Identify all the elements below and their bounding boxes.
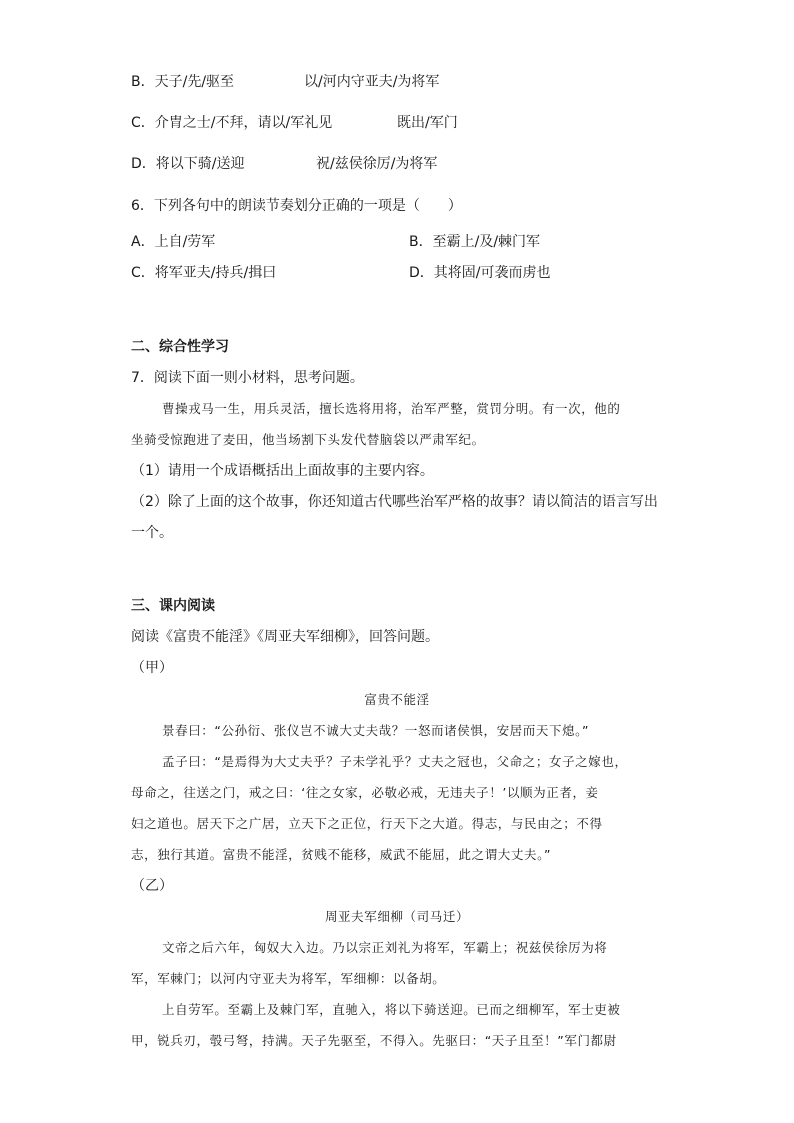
q5-option-b-right: 以/河内守亚夫/为将军 — [304, 74, 440, 90]
section-2-title: 二、综合性学习 — [131, 339, 229, 355]
passage-jia-para-2-line-4: 志，独行其道。富贵不能淫，贫贱不能移，威武不能屈，此之谓大丈夫。” — [131, 847, 552, 862]
q5-option-c-left: C．介胄之士/不拜，请以/军礼见 — [131, 115, 333, 131]
section-3-title: 三、课内阅读 — [131, 598, 215, 614]
q7-material-line-1: 曹操戎马一生，用兵灵活，擅长选将用将，治军严整，赏罚分明。有一次，他的 — [162, 401, 621, 416]
q6-option-c: C．将军亚夫/持兵/揖曰 — [131, 265, 277, 281]
q6-option-d: D．其将固/可袭而虏也 — [409, 265, 551, 281]
q5-option-d-left: D．将以下骑/送迎 — [131, 156, 245, 172]
passage-yi-para-1-line-2: 军，军棘门；以河内守亚夫为将军，军细柳：以备胡。 — [131, 971, 446, 986]
passage-yi-label: （乙） — [131, 878, 173, 894]
q7-sub-question-2-line-1: （2）除了上面的这个故事，你还知道古代哪些治军严格的故事？请以简洁的语言写出 — [131, 494, 658, 510]
passage-yi-para-1-line-1: 文帝之后六年，匈奴大入边。乃以宗正刘礼为将军，军霸上；祝兹侯徐厉为将 — [162, 940, 608, 955]
q5-option-c-right: 既出/军门 — [397, 115, 458, 131]
q5-option-b-left: B．天子/先/驱至 — [131, 74, 235, 90]
passage-jia-label: （甲） — [131, 660, 173, 676]
passage-jia-para-2-line-2: 母命之，往送之门，戒之曰：‘往之女家，必敬必戒，无违夫子！’以顺为正者，妾 — [131, 785, 599, 800]
passage-yi-para-2-line-2: 甲，锐兵刃，彀弓弩，持满。天子先驱至，不得入。先驱曰：“天子且至！”军门都尉 — [131, 1033, 617, 1048]
section-3-intro: 阅读《富贵不能淫》《周亚夫军细柳》，回答问题。 — [131, 629, 439, 645]
passage-jia-para-1: 景春曰：“公孙衍、张仪岂不诚大丈夫哉？一怒而诸侯惧，安居而天下熄。” — [162, 723, 590, 738]
passage-yi-title: 周亚夫军细柳（司马迁） — [324, 909, 470, 924]
q6-option-a: A．上自/劳军 — [131, 234, 216, 250]
q7-stem: 7．阅读下面一则小材料，思考问题。 — [131, 370, 364, 386]
passage-yi-para-2-line-1: 上自劳军。至霸上及棘门军，直驰入，将以下骑送迎。已而之细柳军，军士吏被 — [162, 1002, 621, 1017]
q7-sub-question-1: （1）请用一个成语概括出上面故事的主要内容。 — [131, 463, 434, 479]
passage-jia-title: 富贵不能淫 — [364, 692, 430, 707]
q7-sub-question-2-line-2: 一个。 — [131, 525, 173, 541]
q6-stem: 6．下列各句中的朗读节奏划分正确的一项是（ ） — [131, 198, 462, 214]
q5-option-d-right: 祝/兹侯徐厉/为将军 — [316, 156, 438, 172]
q7-material-line-2: 坐骑受惊跑进了麦田，他当场割下头发代替脑袋以严肃军纪。 — [131, 432, 485, 447]
q6-option-b: B．至霸上/及/棘门军 — [409, 234, 541, 250]
passage-jia-para-2-line-3: 妇之道也。居天下之广居，立天下之正位，行天下之大道。得志，与民由之；不得 — [131, 816, 603, 831]
passage-jia-para-2-line-1: 孟子曰：“是焉得为大丈夫乎？子未学礼乎？丈夫之冠也，父命之；女子之嫁也， — [162, 754, 628, 769]
